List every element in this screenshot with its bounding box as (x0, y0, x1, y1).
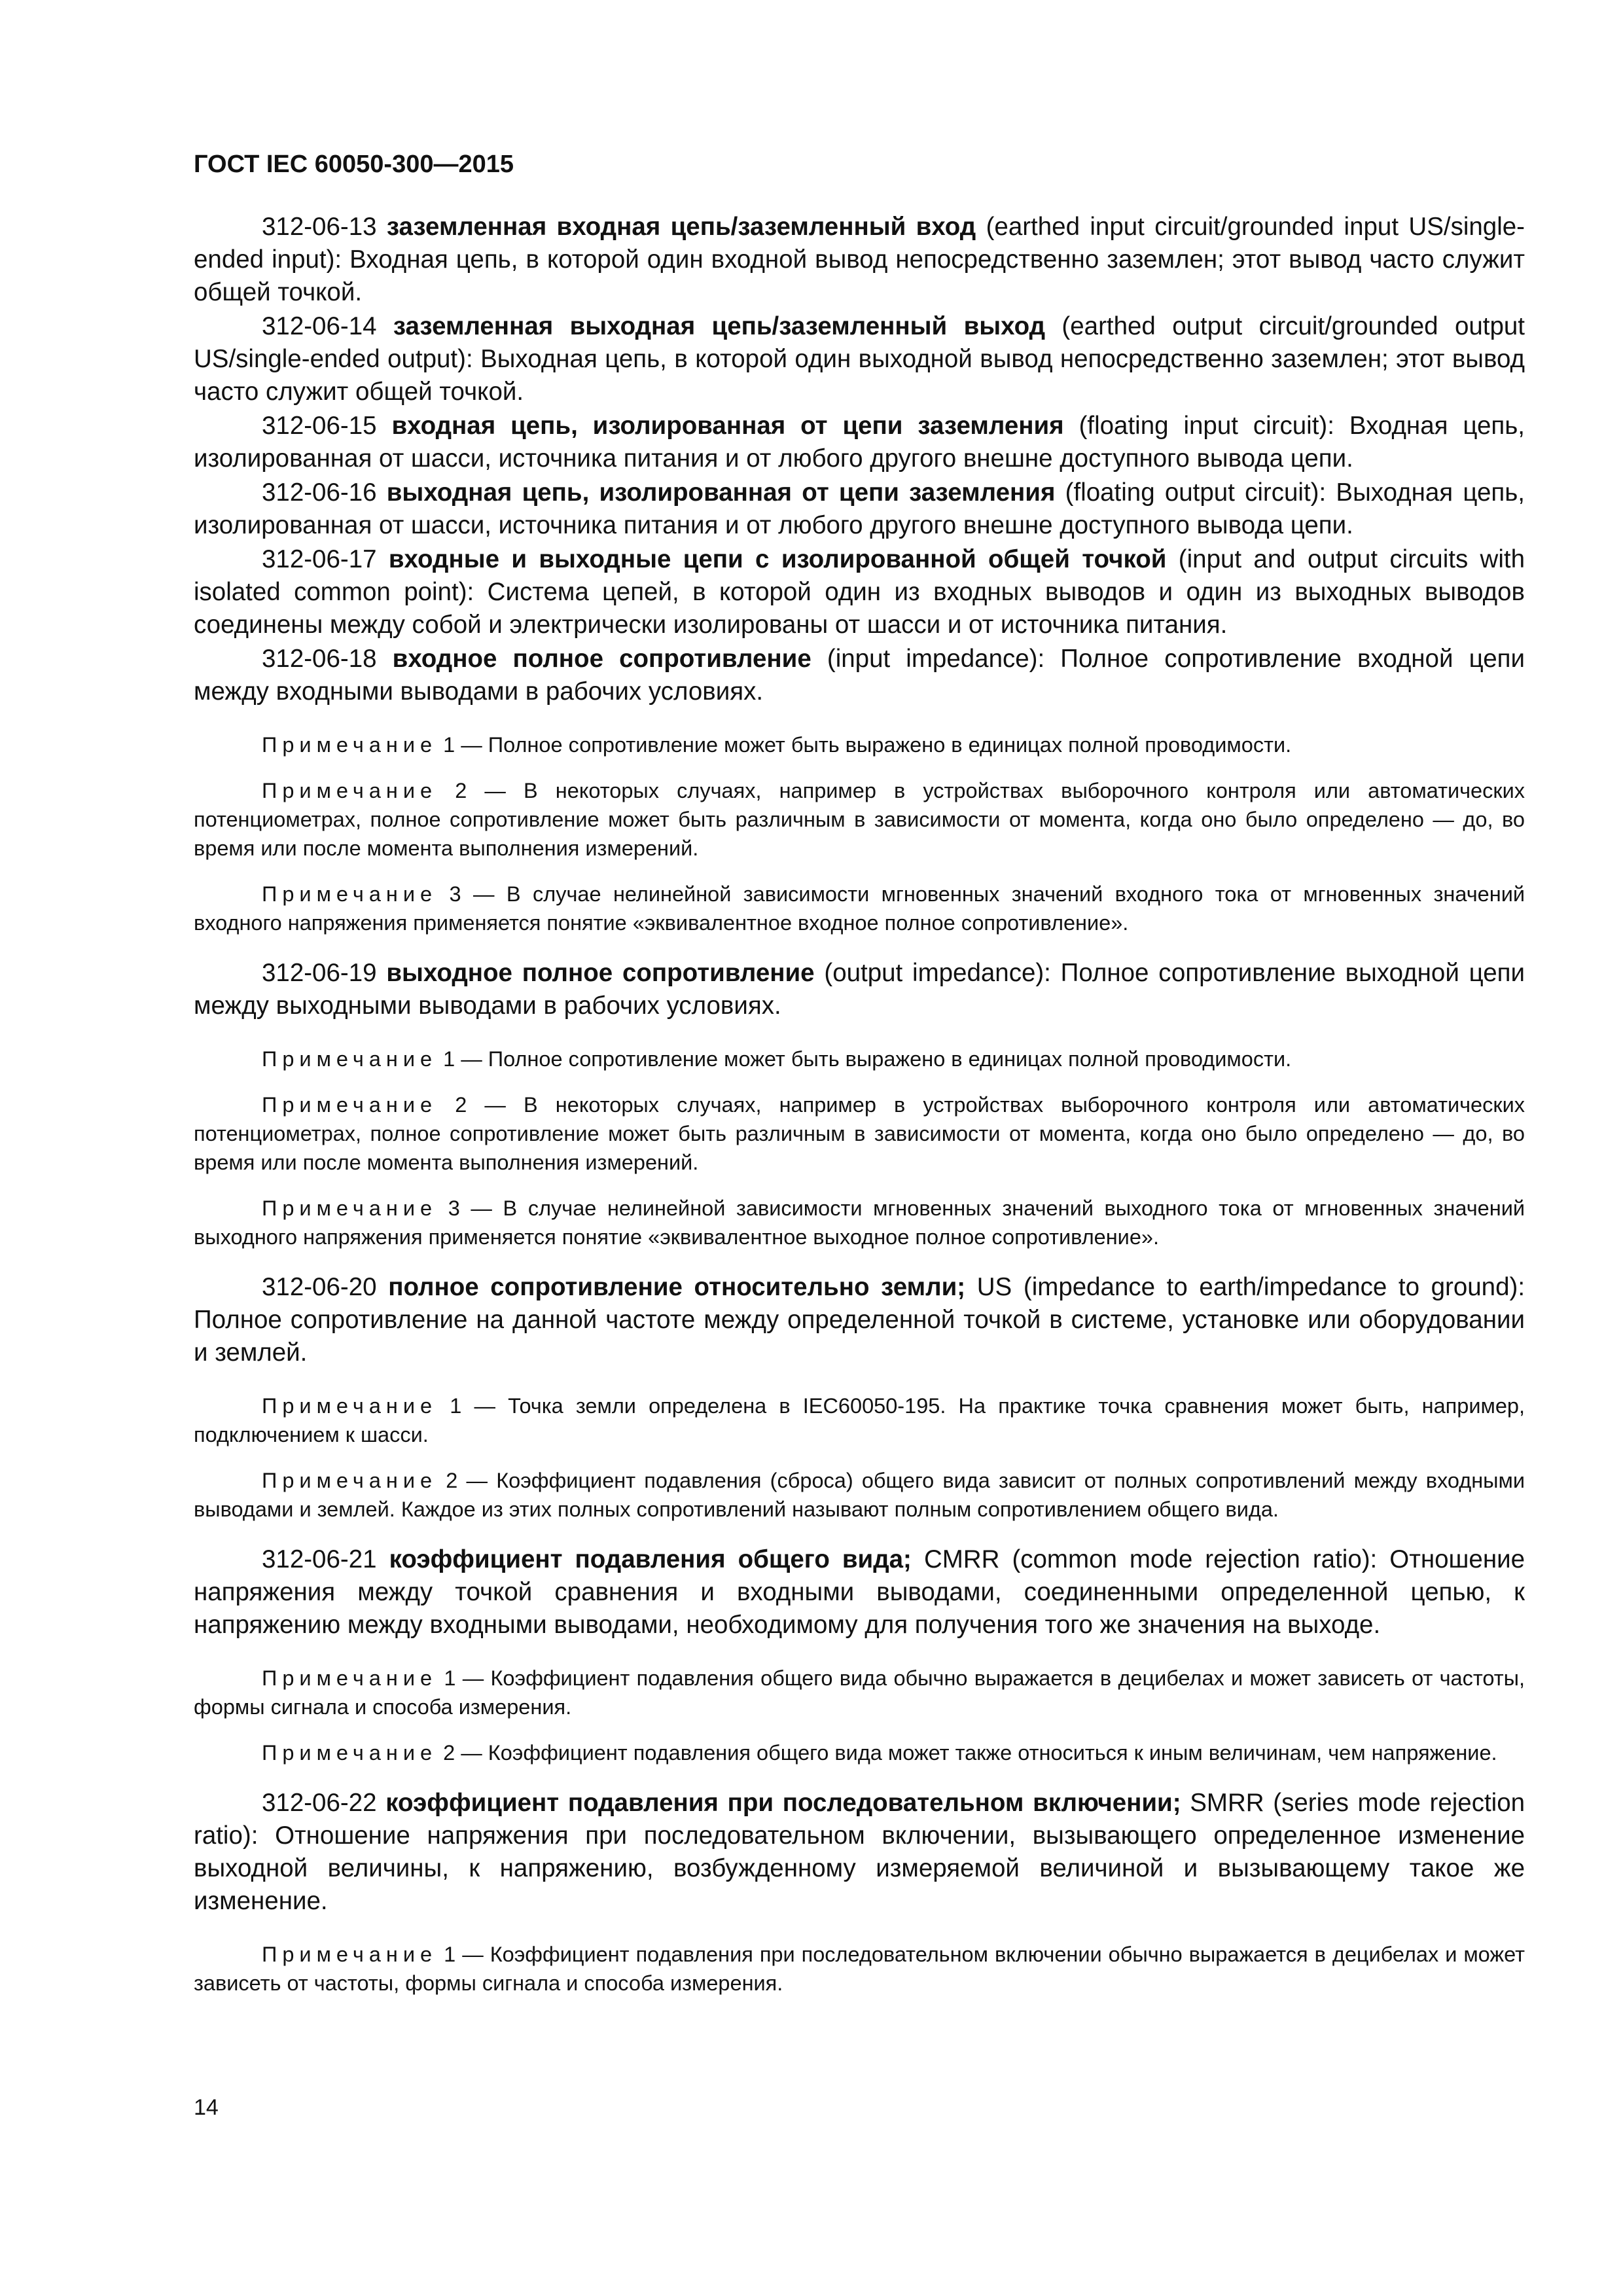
term-definition: (floating output circuit): Выходная цепь, изолированная от шасси, источника питания и от любого другого внешне доступного вывода цепи. (194, 478, 1525, 539)
note-number: 1 (444, 1666, 456, 1690)
note-number: 1 (443, 1047, 455, 1071)
term-note: Примечание 3 — В случае нелинейной зависимости мгновенных значений входного тока от мгновенных значений входного напряжения применяется понятие «эквивалентное входное полное сопротивление». (194, 882, 1525, 935)
note-number: 1 (450, 1394, 462, 1418)
note-label: Примечание (262, 1394, 438, 1418)
note-text: Коэффициент подавления (сброса) общего вида зависит от полных сопротивлений между входными выводами и землей. Каждое из этих полных сопротивлений называют полным сопротивлением общего вида. (194, 1469, 1525, 1521)
term-name: коэффициент подавления при последовательном включении; (385, 1789, 1181, 1817)
term-name: входные и выходные цепи с изолированной общей точкой (388, 545, 1167, 573)
term-number: 312-06-18 (262, 645, 377, 673)
note-text: В некоторых случаях, например в устройствах выборочного контроля или автоматических потенциометрах, полное сопротивление может быть различным в зависимости от момента, когда оно было определено — до, во время или после момента выполнения измерений. (194, 779, 1525, 860)
note-text: В случае нелинейной зависимости мгновенных значений входного тока от мгновенных значений входного напряжения применяется понятие «эквивалентное входное полное сопротивление». (194, 882, 1525, 935)
note-number: 2 (446, 1469, 458, 1492)
term-number: 312-06-22 (262, 1789, 377, 1817)
note-label: Примечание (262, 1093, 438, 1117)
term-note: Примечание 2 — Коэффициент подавления (сброса) общего вида зависит от полных сопротивлений между входными выводами и землей. Каждое из этих полных сопротивлений называют полным сопротивлением общего вида. (194, 1469, 1525, 1521)
note-number: 1 (443, 733, 455, 757)
note-number: 2 (443, 1741, 455, 1765)
note-text: Полное сопротивление может быть выражено в единицах полной проводимости. (488, 733, 1292, 757)
note-text: Точка земли определена в IEC60050-195. На практике точка сравнения может быть, например, подключением к шасси. (194, 1394, 1525, 1446)
note-label: Примечание (262, 779, 438, 802)
term-note: Примечание 1 — Коэффициент подавления общего вида обычно выражается в децибелах и может зависеть от частоты, формы сигнала и способа измерения. (194, 1666, 1525, 1719)
note-label: Примечание (262, 1943, 438, 1966)
term-definition: (output impedance): Полное сопротивление выходной цепи между выходными выводами в рабочих условиях. (194, 959, 1525, 1020)
term-name: заземленная входная цепь/заземленный вход (386, 213, 976, 241)
note-label: Примечание (262, 1469, 438, 1492)
note-text: Коэффициент подавления общего вида обычно выражается в децибелах и может зависеть от частоты, формы сигнала и способа измерения. (194, 1666, 1525, 1719)
note-number: 1 (444, 1943, 456, 1966)
note-text: В некоторых случаях, например в устройствах выборочного контроля или автоматических потенциометрах, полное сопротивление может быть различным в зависимости от момента, когда оно было определено — до, во время или после момента выполнения измерений. (194, 1093, 1525, 1174)
note-label: Примечание (262, 1741, 438, 1765)
term-entry (194, 310, 1525, 408)
term-entry (194, 211, 1525, 309)
term-definition: US (impedance to earth/impedance to ground): Полное сопротивление на данной частоте между определенной точкой в системе, установке или оборудовании и землей. (194, 1273, 1525, 1367)
term-definition: (earthed input circuit/grounded input US/single-ended input): Входная цепь, в которой один входной вывод непосредственно заземлен; этот вывод часто служит общей точкой. (194, 213, 1525, 306)
term-entry (194, 957, 1525, 1022)
term-entry (194, 476, 1525, 542)
term-definition: (input impedance): Полное сопротивление входной цепи между входными выводами в рабочих условиях. (194, 645, 1525, 706)
term-entry (194, 543, 1525, 641)
note-number: 2 (455, 1093, 467, 1117)
term-note: Примечание 2 — В некоторых случаях, например в устройствах выборочного контроля или автоматических потенциометрах, полное сопротивление может быть различным в зависимости от момента, когда оно было определено — до, во время или после момента выполнения измерений. (194, 1093, 1525, 1174)
term-definition: (earthed output circuit/grounded output US/single-ended output): Выходная цепь, в которой один выходной вывод непосредственно заземлен; этот вывод часто служит общей точкой. (194, 312, 1525, 406)
term-number: 312-06-15 (262, 412, 377, 440)
note-label: Примечание (262, 882, 438, 906)
document-page (194, 149, 1525, 1998)
document-body (194, 211, 1525, 1998)
note-number: 3 (449, 882, 461, 906)
term-definition: SMRR (series mode rejection ratio): Отношение напряжения при последовательном включении, вызывающего определенное изменение выходной величины, к напряжению, возбужденному измеряемой величиной и вызывающему такое же изменение. (194, 1789, 1525, 1915)
term-number: 312-06-21 (262, 1545, 377, 1573)
term-name: входное полное сопротивление (392, 645, 812, 673)
term-note: Примечание 1 — Полное сопротивление может быть выражено в единицах полной проводимости. (262, 733, 1292, 757)
note-text: Коэффициент подавления общего вида может также относиться к иным величинам, чем напряжение. (488, 1741, 1497, 1765)
note-label: Примечание (262, 1047, 438, 1071)
page-number: 14 (194, 2095, 219, 2120)
term-entry (194, 410, 1525, 475)
term-number: 312-06-13 (262, 213, 377, 241)
term-definition: (input and output circuits with isolated common point): Система цепей, в которой один из входных выводов и один из выходных выводов соединены между собой и электрически изолированы от шасси и от источника питания. (194, 545, 1525, 639)
term-entry (194, 1271, 1525, 1369)
term-note: Примечание 2 — Коэффициент подавления общего вида может также относиться к иным величинам, чем напряжение. (262, 1741, 1497, 1765)
term-note: Примечание 1 — Полное сопротивление может быть выражено в единицах полной проводимости. (262, 1047, 1292, 1071)
note-number: 2 (455, 779, 467, 802)
term-name: заземленная выходная цепь/заземленный выход (393, 312, 1046, 340)
document-header: ГОСТ IEC 60050-300—2015 (194, 151, 514, 178)
note-label: Примечание (262, 1196, 438, 1220)
note-label: Примечание (262, 733, 438, 757)
term-note: Примечание 3 — В случае нелинейной зависимости мгновенных значений выходного тока от мгновенных значений выходного напряжения применяется понятие «эквивалентное выходное полное сопротивление». (194, 1196, 1525, 1249)
note-number: 3 (448, 1196, 460, 1220)
note-text: Коэффициент подавления при последовательном включении обычно выражается в децибелах и может зависеть от частоты, формы сигнала и способа измерения. (194, 1943, 1525, 1995)
note-text: В случае нелинейной зависимости мгновенных значений выходного тока от мгновенных значений выходного напряжения применяется понятие «эквивалентное выходное полное сопротивление». (194, 1196, 1525, 1249)
term-name: выходная цепь, изолированная от цепи заземления (386, 478, 1056, 507)
term-note: Примечание 2 — В некоторых случаях, например в устройствах выборочного контроля или автоматических потенциометрах, полное сопротивление может быть различным в зависимости от момента, когда оно было определено — до, во время или после момента выполнения измерений. (194, 779, 1525, 860)
term-note: Примечание 1 — Точка земли определена в IEC60050-195. На практике точка сравнения может быть, например, подключением к шасси. (194, 1394, 1525, 1446)
term-name: полное сопротивление относительно земли; (388, 1273, 966, 1301)
term-number: 312-06-14 (262, 312, 377, 340)
term-name: выходное полное сопротивление (386, 959, 815, 987)
term-entry (194, 643, 1525, 708)
term-name: входная цепь, изолированная от цепи заземления (391, 412, 1064, 440)
note-label: Примечание (262, 1666, 438, 1690)
note-text: Полное сопротивление может быть выражено в единицах полной проводимости. (488, 1047, 1292, 1071)
term-number: 312-06-16 (262, 478, 377, 507)
term-name: коэффициент подавления общего вида; (389, 1545, 912, 1573)
term-definition: (floating input circuit): Входная цепь, изолированная от шасси, источника питания и от любого другого внешне доступного вывода цепи. (194, 412, 1525, 473)
term-number: 312-06-19 (262, 959, 377, 987)
term-note: Примечание 1 — Коэффициент подавления при последовательном включении обычно выражается в децибелах и может зависеть от частоты, формы сигнала и способа измерения. (194, 1943, 1525, 1995)
term-definition: CMRR (common mode rejection ratio): Отношение напряжения между точкой сравнения и входными выводами, соединенными определенной цепью, к напряжению между входными выводами, необходимому для получения того же значения на выходе. (194, 1545, 1525, 1639)
term-entry (194, 1787, 1525, 1918)
term-number: 312-06-17 (262, 545, 377, 573)
term-entry (194, 1543, 1525, 1641)
term-number: 312-06-20 (262, 1273, 377, 1301)
